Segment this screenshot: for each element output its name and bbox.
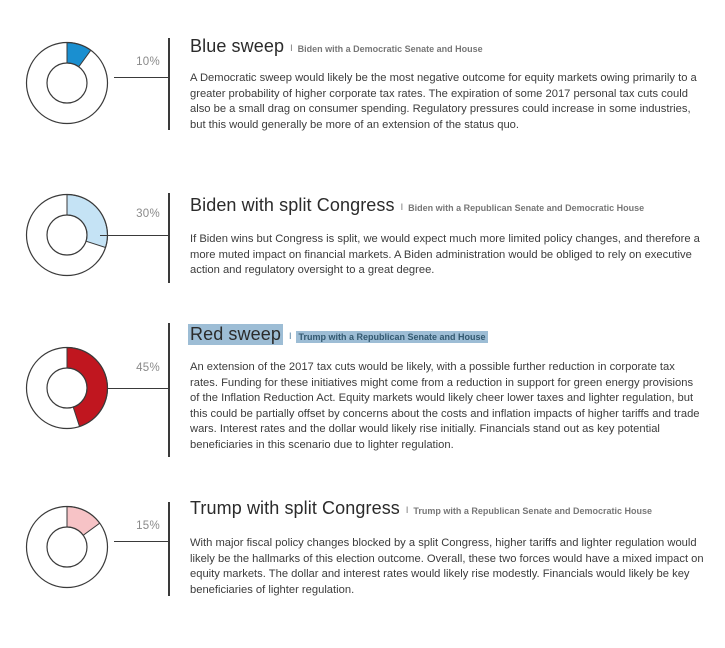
donut-inner-ring <box>47 215 87 255</box>
donut-inner-ring <box>47 527 87 567</box>
probability-label: 10% <box>136 56 160 68</box>
scenario-subtitle: Trump with a Republican Senate and House <box>298 332 486 342</box>
divider-line <box>168 38 170 130</box>
scenario-heading <box>190 498 652 519</box>
donut-segment <box>67 195 108 248</box>
scenario-description: An extension of the 2017 tax cuts would be likely, with a possible further reduction in corporate tax rates. Funding for these initiatives might come from a reduction in support for green energy provisions of the Inflation Reduction Act. Equity markets would likely cheer lower taxes and lighter regulation, but this could be partially offset by concerns about the costs and inflation impacts of higher tariffs and trade wars. Interest rates and the dollar would likely rise initially. Financials stand out as key potential beneficiaries in this scenario due to lighter regulation. <box>190 361 700 451</box>
scenario-heading <box>190 195 644 216</box>
scenario-heading-highlighted <box>190 324 488 345</box>
leader-line <box>100 235 168 236</box>
donut-chart-trump-split <box>22 502 112 592</box>
title-separator: I <box>400 202 404 212</box>
divider-line <box>168 193 170 283</box>
donut-inner-ring <box>47 368 87 408</box>
donut-chart-red-sweep <box>22 343 112 433</box>
scenario-title: Red sweep <box>190 324 281 344</box>
probability-label: 15% <box>136 520 160 532</box>
donut-chart-biden-split <box>22 190 112 280</box>
probability-label: 45% <box>136 362 160 374</box>
title-separator: I <box>405 505 409 515</box>
scenario-description: If Biden wins but Congress is split, we would expect much more limited policy changes, and therefore a more muted impact on financial markets. A Biden administration would be obliged to rely on executive action and regulatory oversight to a great degree. <box>190 233 700 277</box>
scenario-description: With major fiscal policy changes blocked by a split Congress, higher tariffs and lighter regulation would likely be the hallmarks of this election outcome. Overall, these two forces would have a mixed impact on equity markets. The dollar and interest rates would likely rise modestly. Financials would likely be key beneficiaries of lighter regulation. <box>190 537 704 596</box>
donut-inner-ring <box>47 63 87 103</box>
scenario-title: Biden with split Congress <box>190 195 395 215</box>
scenario-title: Trump with split Congress <box>190 498 400 518</box>
scenario-subtitle: Biden with a Democratic Senate and House <box>297 44 483 54</box>
donut-chart-blue-sweep <box>22 38 112 128</box>
scenario-subtitle: Biden with a Republican Senate and Democratic House <box>408 203 645 213</box>
title-separator: I <box>288 331 292 341</box>
leader-line <box>107 388 168 389</box>
scenario-title: Blue sweep <box>190 36 285 56</box>
probability-label: 30% <box>136 208 160 220</box>
divider-line <box>168 502 170 596</box>
divider-line <box>168 323 170 457</box>
scenario-heading <box>190 36 483 57</box>
scenario-subtitle: Trump with a Republican Senate and Democratic House <box>413 506 652 516</box>
scenario-description: A Democratic sweep would likely be the most negative outcome for equity markets owing primarily to a greater probability of higher corporate tax rates. The expiration of some 2017 personal tax cuts could also be a small drag on consumer spending. Regulatory pressures could increase in some industries, but this would generally be more of an extension of the status quo. <box>190 72 697 131</box>
leader-line <box>114 541 168 542</box>
donut-segment <box>67 507 100 536</box>
title-separator: I <box>290 43 293 53</box>
leader-line <box>114 77 168 78</box>
